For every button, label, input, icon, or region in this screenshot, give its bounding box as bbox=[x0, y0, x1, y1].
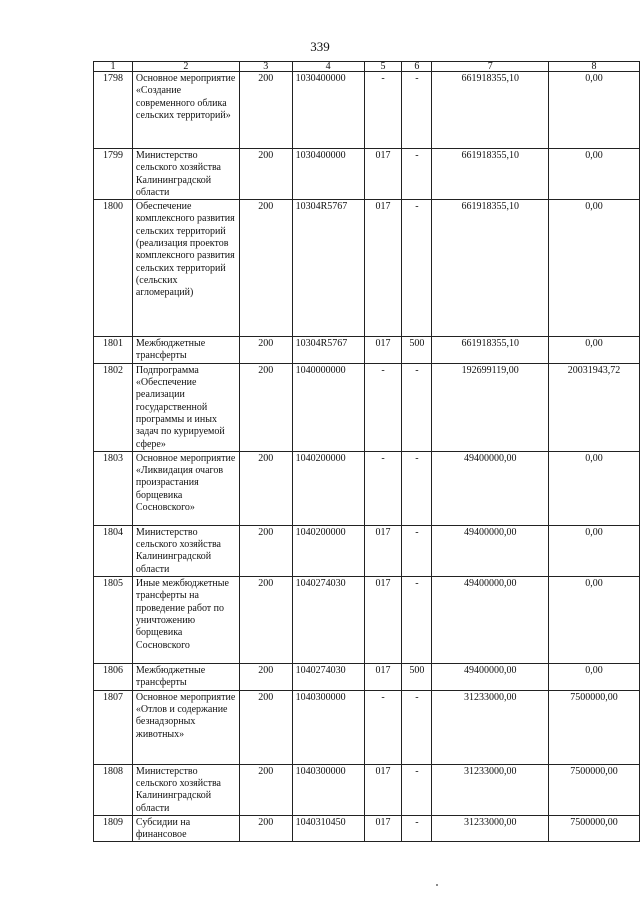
row-name: Субсидии на финансовое bbox=[132, 815, 239, 842]
row-subvention: 0,00 bbox=[549, 525, 640, 576]
row-code: 200 bbox=[239, 525, 292, 576]
table-row bbox=[94, 764, 640, 815]
row-grbs: - bbox=[364, 451, 402, 525]
column-header: 5 bbox=[364, 62, 402, 72]
row-grbs: 017 bbox=[364, 149, 402, 200]
row-code: 200 bbox=[239, 815, 292, 842]
row-expense-type: - bbox=[402, 363, 432, 451]
row-target-code: 1040200000 bbox=[292, 525, 364, 576]
column-header: 3 bbox=[239, 62, 292, 72]
table-row bbox=[94, 337, 640, 364]
row-grbs: 017 bbox=[364, 664, 402, 691]
row-target-code: 1030400000 bbox=[292, 149, 364, 200]
budget-table bbox=[93, 61, 640, 842]
row-name: Основное мероприятие «Отлов и содержание безнадзорных животных» bbox=[132, 690, 239, 764]
row-grbs: - bbox=[364, 690, 402, 764]
page-number: 339 bbox=[310, 39, 330, 54]
column-header: 6 bbox=[402, 62, 432, 72]
row-number: 1803 bbox=[94, 451, 133, 525]
row-expense-type: - bbox=[402, 815, 432, 842]
row-number: 1808 bbox=[94, 764, 133, 815]
row-number: 1805 bbox=[94, 577, 133, 664]
row-subvention: 0,00 bbox=[549, 149, 640, 200]
row-expense-type: - bbox=[402, 764, 432, 815]
table-row bbox=[94, 149, 640, 200]
row-code: 200 bbox=[239, 664, 292, 691]
row-number: 1800 bbox=[94, 200, 133, 337]
row-name: Министерство сельского хозяйства Калининградской области bbox=[132, 764, 239, 815]
row-subvention: 20031943,72 bbox=[549, 363, 640, 451]
row-subvention: 0,00 bbox=[549, 72, 640, 149]
row-name: Межбюджетные трансферты bbox=[132, 664, 239, 691]
row-subvention: 0,00 bbox=[549, 664, 640, 691]
column-header: 7 bbox=[432, 62, 549, 72]
row-amount: 661918355,10 bbox=[432, 200, 549, 337]
row-grbs: 017 bbox=[364, 764, 402, 815]
row-amount: 49400000,00 bbox=[432, 451, 549, 525]
row-code: 200 bbox=[239, 690, 292, 764]
row-grbs: 017 bbox=[364, 337, 402, 364]
row-number: 1806 bbox=[94, 664, 133, 691]
row-subvention: 7500000,00 bbox=[549, 764, 640, 815]
row-number: 1809 bbox=[94, 815, 133, 842]
row-code: 200 bbox=[239, 149, 292, 200]
row-number: 1802 bbox=[94, 363, 133, 451]
row-code: 200 bbox=[239, 577, 292, 664]
row-expense-type: - bbox=[402, 451, 432, 525]
row-amount: 31233000,00 bbox=[432, 815, 549, 842]
table-row bbox=[94, 525, 640, 576]
header-row bbox=[94, 62, 640, 72]
table-row bbox=[94, 577, 640, 664]
row-name: Межбюджетные трансферты bbox=[132, 337, 239, 364]
row-target-code: 10304R5767 bbox=[292, 337, 364, 364]
scan-speck bbox=[436, 884, 438, 886]
row-target-code: 1040310450 bbox=[292, 815, 364, 842]
row-amount: 661918355,10 bbox=[432, 337, 549, 364]
row-grbs: 017 bbox=[364, 525, 402, 576]
row-subvention: 0,00 bbox=[549, 451, 640, 525]
row-code: 200 bbox=[239, 72, 292, 149]
row-target-code: 1040274030 bbox=[292, 577, 364, 664]
row-expense-type: - bbox=[402, 577, 432, 664]
row-expense-type: - bbox=[402, 200, 432, 337]
row-target-code: 1040274030 bbox=[292, 664, 364, 691]
row-expense-type: - bbox=[402, 690, 432, 764]
table-row bbox=[94, 690, 640, 764]
row-name: Министерство сельского хозяйства Калининградской области bbox=[132, 149, 239, 200]
row-grbs: 017 bbox=[364, 577, 402, 664]
row-amount: 31233000,00 bbox=[432, 690, 549, 764]
table-row bbox=[94, 815, 640, 842]
row-expense-type: - bbox=[402, 525, 432, 576]
row-number: 1801 bbox=[94, 337, 133, 364]
row-name: Обеспечение комплексного развития сельских территорий (реализация проектов комплексного развития сельских территорий (сельских агломераций) bbox=[132, 200, 239, 337]
row-grbs: - bbox=[364, 363, 402, 451]
row-name: Иные межбюджетные трансферты на проведение работ по уничтожению борщевика Сосновского bbox=[132, 577, 239, 664]
row-target-code: 1030400000 bbox=[292, 72, 364, 149]
row-code: 200 bbox=[239, 363, 292, 451]
table-header bbox=[94, 62, 640, 72]
row-amount: 192699119,00 bbox=[432, 363, 549, 451]
row-amount: 31233000,00 bbox=[432, 764, 549, 815]
row-name: Основное мероприятие «Ликвидация очагов произрастания борщевика Сосновского» bbox=[132, 451, 239, 525]
row-subvention: 0,00 bbox=[549, 337, 640, 364]
row-code: 200 bbox=[239, 337, 292, 364]
table-row bbox=[94, 200, 640, 337]
row-expense-type: - bbox=[402, 72, 432, 149]
row-subvention: 0,00 bbox=[549, 200, 640, 337]
row-target-code: 1040200000 bbox=[292, 451, 364, 525]
column-header: 4 bbox=[292, 62, 364, 72]
row-name: Основное мероприятие «Создание современного облика сельских территорий» bbox=[132, 72, 239, 149]
column-header: 2 bbox=[132, 62, 239, 72]
row-number: 1807 bbox=[94, 690, 133, 764]
row-number: 1798 bbox=[94, 72, 133, 149]
table-row bbox=[94, 72, 640, 149]
row-amount: 49400000,00 bbox=[432, 525, 549, 576]
row-number: 1799 bbox=[94, 149, 133, 200]
row-grbs: 017 bbox=[364, 200, 402, 337]
column-header: 8 bbox=[549, 62, 640, 72]
row-expense-type: 500 bbox=[402, 337, 432, 364]
table-row bbox=[94, 363, 640, 451]
row-target-code: 1040300000 bbox=[292, 764, 364, 815]
table-body bbox=[94, 72, 640, 842]
row-expense-type: 500 bbox=[402, 664, 432, 691]
row-amount: 49400000,00 bbox=[432, 577, 549, 664]
row-target-code: 1040000000 bbox=[292, 363, 364, 451]
row-target-code: 1040300000 bbox=[292, 690, 364, 764]
row-subvention: 7500000,00 bbox=[549, 690, 640, 764]
row-amount: 661918355,10 bbox=[432, 72, 549, 149]
row-expense-type: - bbox=[402, 149, 432, 200]
row-code: 200 bbox=[239, 200, 292, 337]
row-subvention: 0,00 bbox=[549, 577, 640, 664]
row-subvention: 7500000,00 bbox=[549, 815, 640, 842]
row-grbs: 017 bbox=[364, 815, 402, 842]
row-grbs: - bbox=[364, 72, 402, 149]
row-target-code: 10304R5767 bbox=[292, 200, 364, 337]
row-name: Министерство сельского хозяйства Калининградской области bbox=[132, 525, 239, 576]
row-name: Подпрограмма «Обеспечение реализации государственной программы и иных задач по курируемой сфере» bbox=[132, 363, 239, 451]
row-amount: 49400000,00 bbox=[432, 664, 549, 691]
row-code: 200 bbox=[239, 451, 292, 525]
row-amount: 661918355,10 bbox=[432, 149, 549, 200]
table-row bbox=[94, 451, 640, 525]
table-row bbox=[94, 664, 640, 691]
row-number: 1804 bbox=[94, 525, 133, 576]
row-code: 200 bbox=[239, 764, 292, 815]
column-header: 1 bbox=[94, 62, 133, 72]
